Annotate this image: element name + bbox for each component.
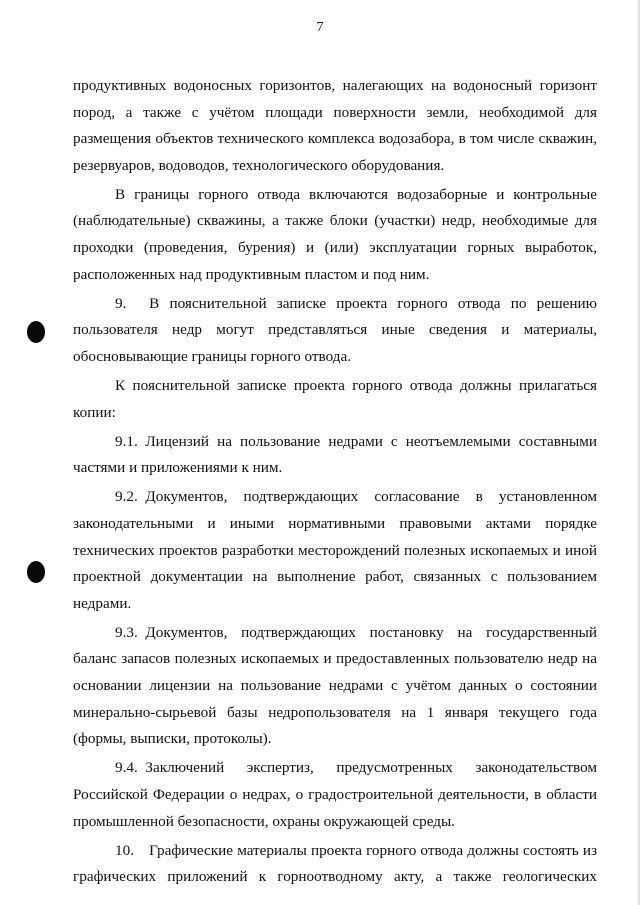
paragraph-10: 10. Графические материалы проекта горного отвода должны состоять из графических приложений к горноотводному акту, а также геологических [73, 841, 597, 886]
paragraph-9: 9. В пояснительной записке проекта горного отвода по решению пользователя недр могут представляться иные сведения и материалы, обосновывающие границы горного отвода. [73, 294, 597, 365]
paragraph-boundaries: В границы горного отвода включаются водозаборные и контрольные (наблюдательные) скважины, а также блоки (участки) недр, необходимые для проходки (проведения, бурения) и (или) эксплуатации горных выработок, расположенных над продуктивным пластом и под ним. [73, 185, 597, 283]
paragraph-9-3: 9.3. Документов, подтверждающих постановку на государственный баланс запасов полезных ископаемых и предоставленных пользователю недр на основании лицензии на пользование недрами с учётом данных о состоянии минерально-сырьевой базы недропользователя на 1 января текущего года (формы, выписки, протоколы). [73, 623, 597, 748]
document-body [73, 73, 597, 891]
paragraph-copies-intro: К пояснительной записке проекта горного отвода должны прилагаться копии: [73, 377, 597, 421]
paragraph-9-2: 9.2. Документов, подтверждающих согласование в установленном законодательными и иными нормативными правовыми актами порядке технических проектов разработки месторождений полезных ископаемых и иной проектной документации на выполнение работ, связанных с пользованием недрами. [73, 488, 597, 612]
paragraph-9-1: 9.1. Лицензий на пользование недрами с неотъемлемыми составными частями и приложениями к ним. [73, 432, 597, 477]
page-number: 7 [316, 20, 324, 35]
punch-hole-upper [27, 321, 45, 343]
scan-edge [636, 0, 640, 905]
paragraph-9-4: 9.4. Заключений экспертиз, предусмотренных законодательством Российской Федерации о недрах, о градостроительной деятельности, в области промышленной безопасности, охраны окружающей среды. [73, 759, 597, 830]
punch-hole-lower [27, 561, 45, 583]
paragraph-continuation: продуктивных водоносных горизонтов, налегающих на водоносный горизонт пород, а также с учётом площади поверхности земли, необходимой для размещения объектов технического комплекса водозабора, в том числе скважин, резервуаров, водоводов, технологического оборудования. [73, 77, 597, 174]
